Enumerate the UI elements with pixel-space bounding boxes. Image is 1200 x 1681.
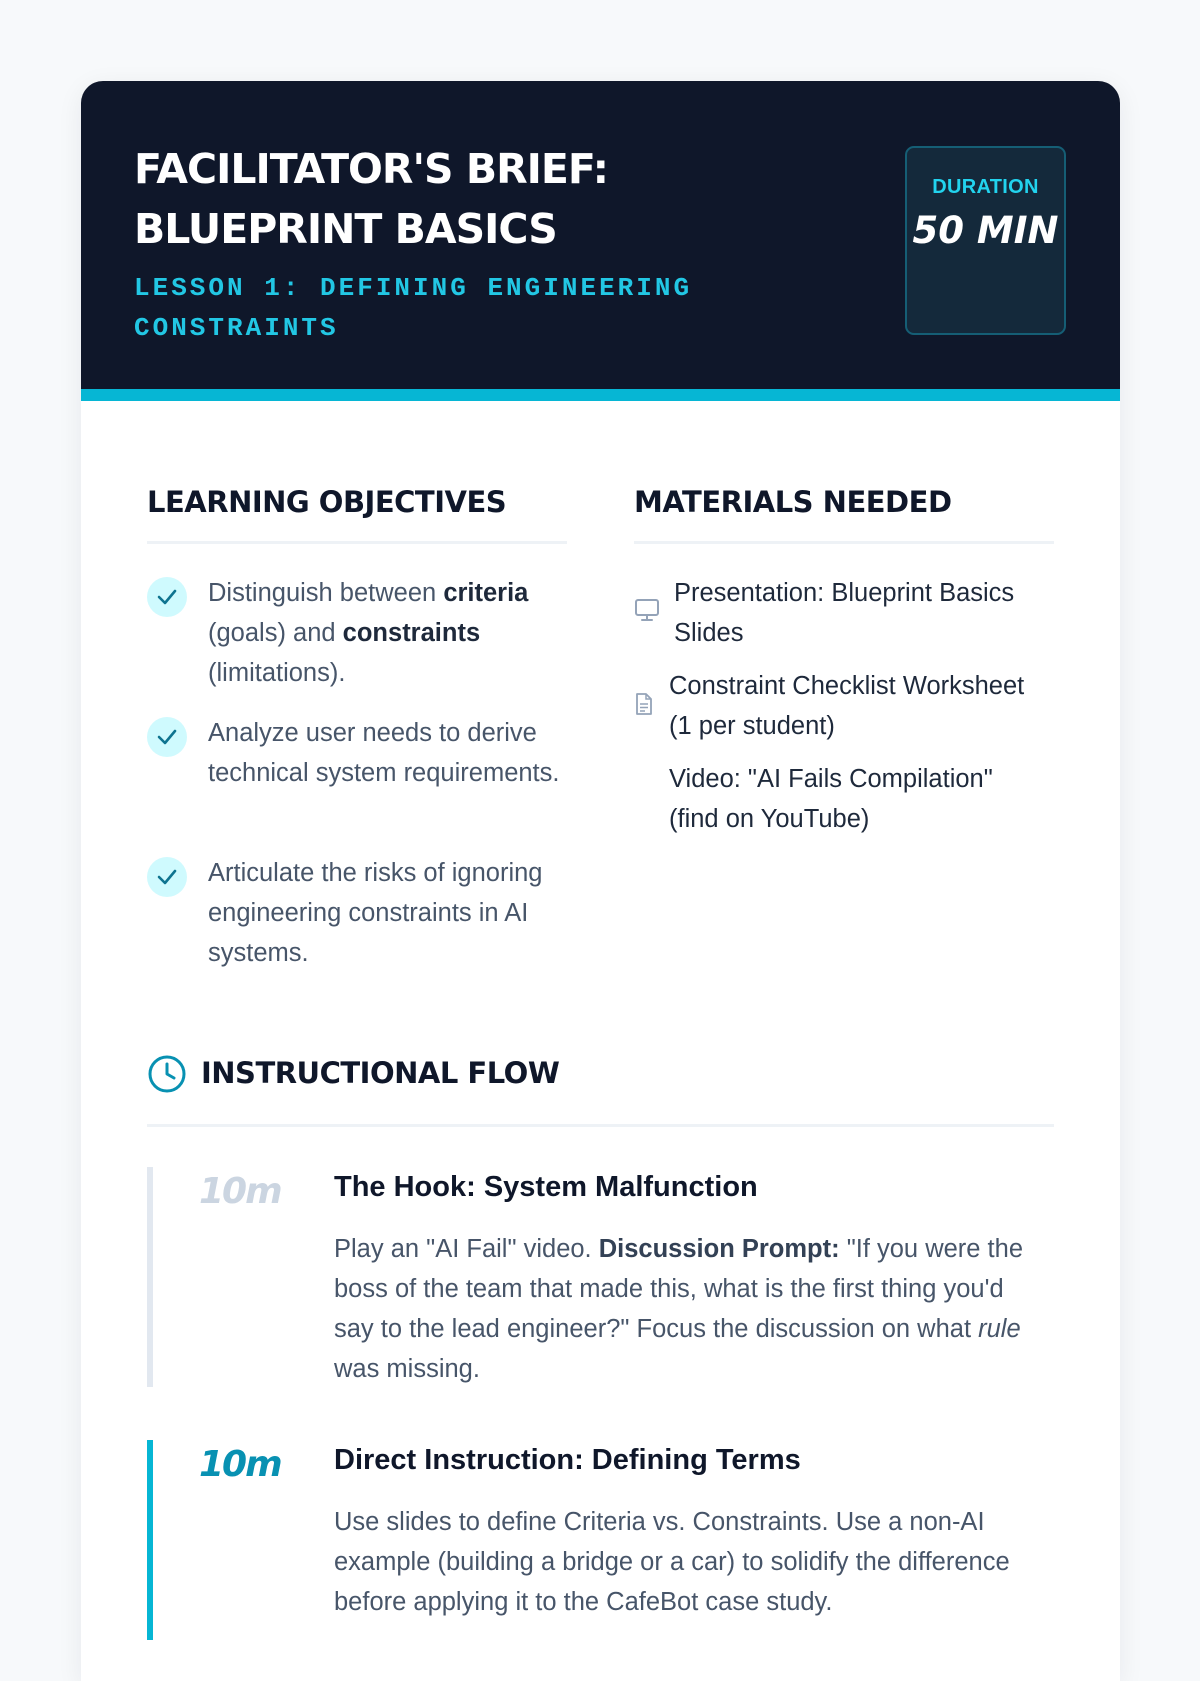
lesson-subtitle: LESSON 1: DEFINING ENGINEERING CONSTRAINTS: [134, 273, 693, 343]
step-description: Use slides to define Criteria vs. Constraints. Use a non-AI example (building a bridge or a car) to solidify the difference before applying it to the CafeBot case study.: [334, 1508, 1010, 1616]
duration-badge: [905, 146, 1066, 335]
objective-text: Distinguish between criteria (goals) and constraints (limitations).: [208, 579, 529, 687]
material-text: Video: "AI Fails Compilation" (find on YouTube): [669, 765, 993, 833]
material-text: Presentation: Blueprint Basics Slides: [674, 579, 1015, 647]
checkmark-icon: [147, 577, 187, 617]
flow-divider: [147, 1124, 1054, 1127]
objectives-divider: [147, 541, 567, 544]
document-icon: [634, 692, 654, 721]
step-description: Play an "AI Fail" video. Discussion Prompt: "If you were the boss of the team that made this, what is the first thing you'd say to the lead engineer?" Focus the discussion on what rule was missing.: [334, 1235, 1024, 1383]
materials-heading: MATERIALS NEEDED: [634, 485, 952, 519]
objectives-heading: LEARNING OBJECTIVES: [147, 485, 507, 519]
step-time: 10m: [199, 1171, 281, 1212]
flow-step: [147, 1440, 1047, 1640]
duration-value: 50 MIN: [912, 209, 1059, 252]
clock-icon: [147, 1054, 187, 1099]
checkmark-icon: [147, 857, 187, 897]
objective-text: Articulate the risks of ignoring engineering constraints in AI systems.: [208, 859, 543, 967]
step-title: Direct Instruction: Defining Terms: [334, 1444, 801, 1476]
step-time: 10m: [199, 1444, 281, 1485]
flow-heading: INSTRUCTIONAL FLOW: [201, 1056, 560, 1090]
material-text: Constraint Checklist Worksheet (1 per student): [669, 672, 1025, 740]
page-title: [134, 139, 774, 259]
flow-step: [147, 1167, 1047, 1387]
title-line-2: BLUEPRINT BASICS: [134, 205, 557, 253]
objective-text: Analyze user needs to derive technical system requirements.: [208, 719, 560, 787]
materials-divider: [634, 541, 1054, 544]
monitor-icon: [634, 597, 660, 628]
brief-header: [81, 81, 1120, 401]
facilitator-brief-card: [81, 81, 1120, 1681]
step-timeline-bar: [147, 1167, 153, 1387]
title-line-1: FACILITATOR'S BRIEF:: [134, 145, 609, 193]
checkmark-icon: [147, 717, 187, 757]
step-title: The Hook: System Malfunction: [334, 1171, 758, 1203]
step-timeline-bar: [147, 1440, 153, 1640]
duration-label: DURATION: [932, 176, 1039, 198]
